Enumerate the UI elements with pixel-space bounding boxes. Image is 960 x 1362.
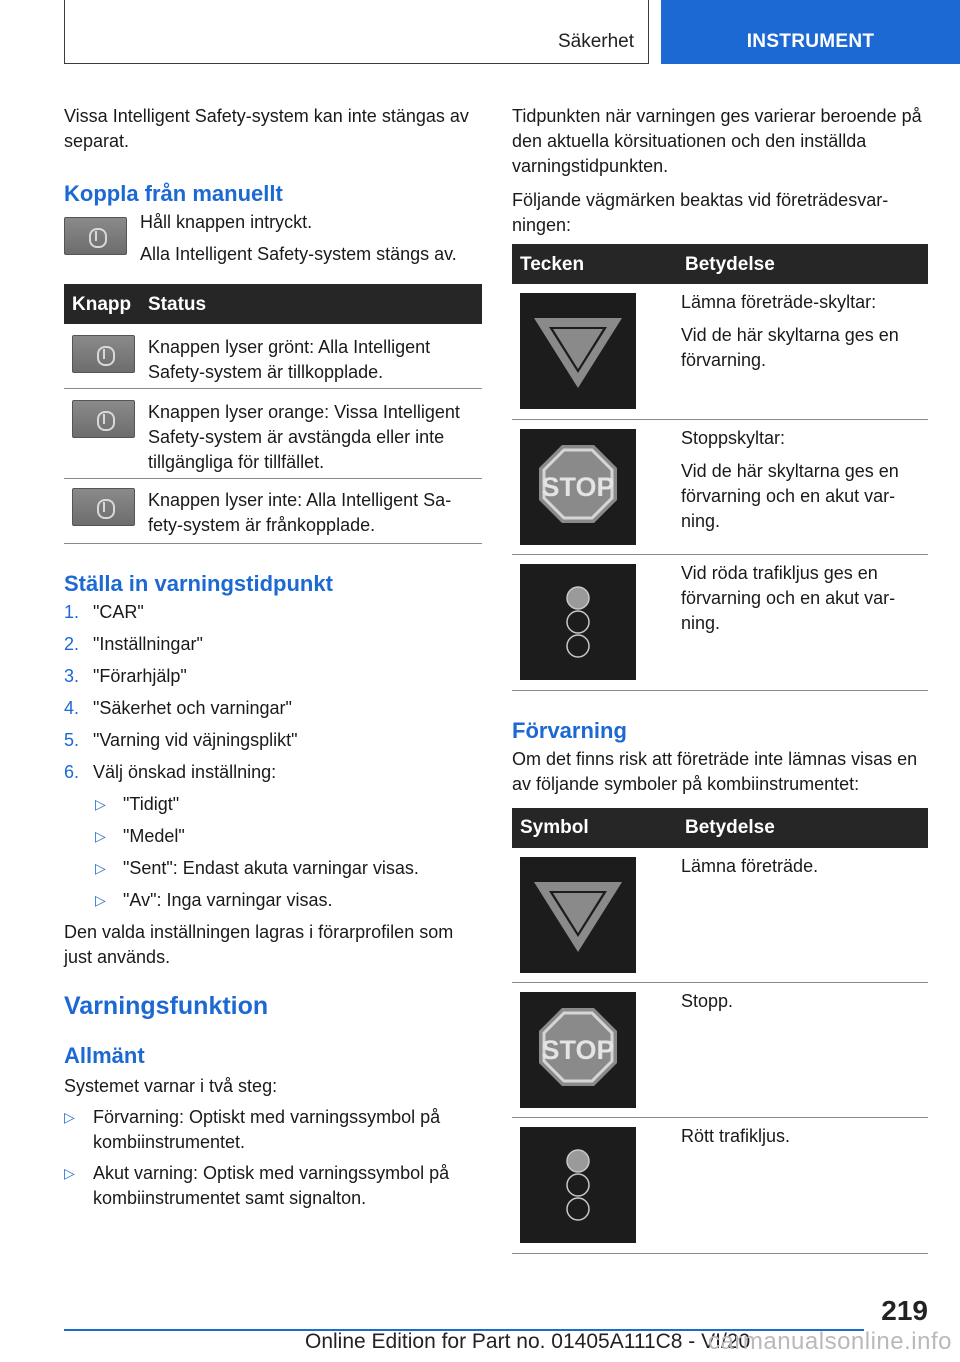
triangle-bullet-icon: ▷	[95, 859, 106, 876]
table-row	[512, 1118, 928, 1254]
sign-meaning-title: Stoppskyltar:	[681, 427, 786, 448]
status-row-text: Knappen lyser inte: Alla Intelligent Safety-system är frånkopplade.	[140, 478, 482, 543]
status-table-header-button: Knapp	[64, 284, 140, 324]
list-item: 3. "Förarhjälp"	[64, 665, 187, 686]
list-item: ▷ "Medel"	[64, 824, 482, 856]
signs-intro: Följande vägmärken beaktas vid företrädesvarningen:	[512, 190, 889, 235]
symbol-meaning-text: Stopp.	[677, 983, 928, 1118]
manual-line2: Alla Intelligent Safety-system stängs av.	[140, 244, 457, 264]
sign-meaning-text: Vid de här skyltarna ges en förvarning.	[681, 325, 899, 370]
triangle-bullet-icon: ▷	[95, 795, 106, 812]
safety-button-icon	[64, 217, 127, 255]
traffic-light-icon	[520, 1127, 636, 1243]
symbol-meaning-text: Lämna företräde.	[677, 848, 928, 983]
status-table	[64, 284, 482, 544]
traffic-light-icon	[520, 564, 636, 680]
timing-paragraph: Tidpunkten när varningen ges varierar beroende på den aktuella körsituationen och den inställda varningstidpunkten.	[512, 106, 922, 176]
pre-warning-text: Om det finns risk att företräde inte lämnas visas en av följande symboler på kombiinstrumentet:	[512, 748, 918, 794]
table-row	[512, 554, 928, 690]
triangle-bullet-icon: ▷	[95, 891, 106, 908]
list-item: 4. "Säkerhet och varningar"	[64, 697, 292, 718]
stop-sign-text: STOP	[541, 471, 615, 502]
warning-time-heading: Ställa in varningstidpunkt	[64, 570, 333, 596]
header-section-tab	[64, 0, 649, 64]
sign-meaning-text: Vid de här skyltarna ges en förvarning och en akut varning.	[681, 460, 899, 531]
table-row	[512, 848, 928, 983]
list-item: 2. "Inställningar"	[64, 633, 203, 654]
general-intro: Systemet varnar i två steg:	[64, 1075, 278, 1096]
yield-sign-icon	[520, 293, 636, 409]
safety-button-green-icon	[72, 335, 135, 373]
symbol-table	[512, 808, 928, 1255]
yield-sign-icon	[520, 857, 636, 973]
symbol-table-header-meaning: Betydelse	[677, 808, 928, 848]
table-row	[64, 388, 482, 478]
sign-meaning-text: Vid röda trafikljus ges en förvarning och en akut varning.	[681, 562, 896, 633]
stop-sign-icon	[520, 992, 636, 1108]
safety-button-orange-icon	[72, 400, 135, 438]
symbol-table-header-symbol: Symbol	[512, 808, 677, 848]
list-item: ▷ "Av": Inga varningar visas.	[64, 888, 482, 920]
list-item: 1. "CAR"	[64, 601, 144, 622]
pre-warning-heading: Förvarning	[512, 717, 627, 743]
safety-button-off-icon	[72, 488, 135, 526]
symbol-meaning-text: Rött trafikljus.	[677, 1118, 928, 1254]
stage-list	[64, 1105, 482, 1211]
triangle-bullet-icon: ▷	[64, 1108, 75, 1125]
status-row-text: Knappen lyser orange: Vissa Intelligent Safety-system är avstängda eller inte tillgängliga för tillfället.	[140, 388, 482, 478]
stop-sign-icon	[520, 429, 636, 545]
list-item: ▷ "Tidigt"	[64, 792, 482, 824]
saved-note: Den valda inställningen lagras i förarprofilen som just används.	[64, 921, 454, 967]
status-row-text: Knappen lyser grönt: Alla Intelligent Safety-system är tillkopplade.	[140, 324, 482, 388]
list-item: ▷ Förvarning: Optiskt med varningssymbol på kombiinstrumentet.	[64, 1106, 441, 1152]
table-row	[512, 419, 928, 554]
page-number: 219	[881, 1295, 928, 1326]
triangle-bullet-icon: ▷	[64, 1164, 75, 1181]
manual-line1: Håll knappen intryckt.	[140, 212, 313, 232]
list-item: ▷ "Sent": Endast akuta varningar visas.	[64, 856, 482, 888]
footer-edition: Online Edition for Part no. 01405A111C8 - VI/20	[305, 1330, 751, 1353]
table-row	[512, 284, 928, 419]
sign-meaning-title: Lämna företräde-skyltar:	[681, 292, 877, 312]
general-heading: Allmänt	[64, 1042, 145, 1068]
watermark: carmanualsonline.info	[708, 1328, 952, 1355]
list-item: 6. Välj önskad inställning:	[64, 761, 277, 782]
header-chapter-label: INSTRUMENT	[746, 31, 875, 52]
list-item: 5. "Varning vid väjningsplikt"	[64, 729, 298, 750]
triangle-bullet-icon: ▷	[95, 827, 106, 844]
header-chapter-tab	[661, 0, 960, 64]
steps-list	[64, 600, 482, 792]
intro-paragraph: Vissa Intelligent Safety-system kan inte stängas av separat.	[64, 106, 469, 151]
manual-heading: Koppla från manuellt	[64, 181, 283, 206]
substeps-list	[64, 792, 482, 920]
table-row	[64, 478, 482, 543]
list-item: ▷ Akut varning: Optisk med varningssymbol på kombiinstrumentet samt signalton.	[64, 1162, 450, 1208]
left-column	[64, 104, 482, 1217]
header-section-label: Säkerhet	[557, 31, 634, 52]
sign-table-header-sign: Tecken	[512, 244, 677, 284]
stop-sign-text: STOP	[541, 1035, 615, 1065]
manual-block	[64, 210, 482, 272]
right-column	[512, 104, 928, 1254]
sign-table-header-meaning: Betydelse	[677, 244, 928, 284]
function-heading: Varningsfunktion	[64, 991, 269, 1020]
table-row	[512, 983, 928, 1118]
table-row	[64, 324, 482, 388]
sign-table	[512, 244, 928, 691]
status-table-header-status: Status	[140, 284, 482, 324]
